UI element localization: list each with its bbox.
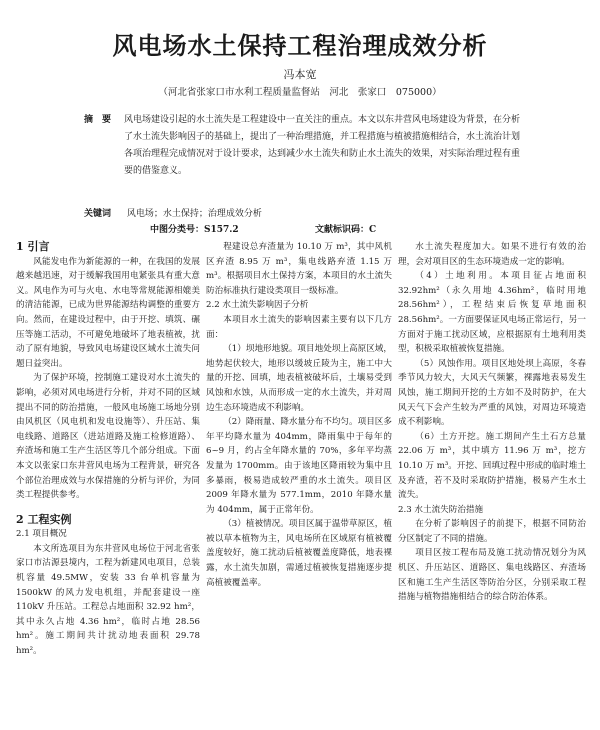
- paragraph: 水土流失程度加大。如果不进行有效的治理，会对项目区的生态环境造成一定的影响。: [398, 242, 586, 267]
- classification-line: [150, 222, 480, 235]
- keywords: [84, 206, 524, 219]
- abstract: [84, 112, 524, 180]
- abstract-text: 风电场建设引起的水土流失是工程建设中一直关注的重点。本文以东井营风电场建设为背景，在分析了水土流失影响因子的基础上，提出了一种治理措施，并工程措施与植被措施相结合，水土流治计划各项治理程完成情况对于设计要求，达到减少水土流失和防止水土流失的效果，对实际治理过程有重要的借鉴意义。: [124, 115, 521, 176]
- keywords-label: 关键词: [84, 209, 112, 219]
- paragraph: （4）土地利用。本项目征占地面积 32.92hm²（永久用地 4.36hm²，临时用地 28.56hm²），工程结束后恢复草地面积 28.56hm²。一方面要保证风电场正常运行，另一方面对于施工扰动区域，应根据原有土地利用类型，积极采取植被恢复措施。: [398, 271, 586, 355]
- column-right: [398, 240, 586, 605]
- paragraph: 项目区按工程布局及施工扰动情况划分为风机区、升压站区、道路区、集电线路区、弃渣场区和施工生产生活区等防治分区，分别采取工程措施与植物措施相结合的综合防治体系。: [398, 548, 586, 603]
- subsection-heading-overview: 2.1 项目概况: [16, 529, 67, 540]
- paragraph: 本项目水土流失的影响因素主要有以下几方面：: [206, 314, 392, 340]
- section-heading-case: 2 工程实例: [16, 512, 72, 526]
- subsection-heading-factors: 2.2 水土流失影响因子分析: [206, 300, 309, 311]
- section-heading-intro: 1 引言: [16, 240, 50, 253]
- paragraph: 本文所选项目为东井营风电场位于河北省张家口市沽源县境内，工程为新建风电项目，总装机容量 49.5MW，安装 33 台单机容量为 1500kW 的风力发电机组，并配套建设一座 110kV 升压站。工程总占地面积 32.92 hm²，其中永久占地 4.36 hm²，临时占地 28.56 hm²。施工期间共计扰动地表面积 29.78 hm²。: [16, 543, 200, 657]
- paragraph: 在分析了影响因子的前提下，根据不同防治分区制定了不同的措施。: [398, 519, 586, 544]
- paragraph: （6）土方开挖。施工期间产生土石方总量 22.06 万 m³，其中填方 11.96 万 m³，挖方 10.10 万 m³。开挖、回填过程中形成的临时堆土及弃渣，若不及时采取防护措施，极易产生水土流失。: [398, 431, 586, 501]
- clc-number: 中图分类号：S157.2: [150, 225, 239, 235]
- author-name: 冯本宽: [283, 68, 317, 81]
- paragraph: 程建设总弃渣量为 10.10 万 m³，其中风机区弃渣 8.95 万 m³，集电线路弃渣 1.15 万 m³。根据项目水土保持方案，本项目的水土流失防治标准执行建设类项目一级标准。: [206, 242, 392, 296]
- abstract-label: 摘 要: [84, 115, 112, 125]
- paragraph: 为了保护环境，控制施工建设对水土流失的影响，必须对风电场进行分析，并对不同的区域提出不同的防治措施，一般风电场施工场地分别由风机区（风电机和发电设施等）、升压站、集电线路、道路区（进站道路及施工检修道路）、弃渣场和施工生产生活区等几个部分组成。下面本文以张家口东井营风电场为工程背景，研究各个部位治理成效与水保措施的分析与评价，为同类工程提供参考。: [16, 373, 200, 501]
- document-code: 文献标识码：C: [314, 225, 377, 235]
- paragraph: 风能发电作为新能源的一种，在我国的发展越来越迅速，对于缓解我国用电紧张具有重大意义。风电作为可与火电、水电等常规能源相媲美的清洁能源，已成为世界能源结构调整的重要方向。然而，在建设过程中，由于开挖、填筑、碾压等施工活动，不可避免地破坏了地表植被，扰动了原有地貌，导致风电场建设区域水土流失问题日益突出。: [16, 256, 200, 369]
- keywords-text: 风电场；水土保持；治理成效分析: [126, 209, 262, 219]
- paragraph: （3）植被情况。项目区属于温带草原区，植被以草本植物为主，风电场所在区域原有植被覆盖度较好，施工扰动后植被覆盖度降低，地表裸露，水土流失加剧，需通过植被恢复措施逐步提高植被覆盖率。: [206, 519, 392, 588]
- subsection-heading-measures: 2.3 水土流失防治措施: [398, 504, 484, 515]
- paper-title: 风电场水土保持工程治理成效分析: [112, 31, 488, 60]
- paragraph: （2）降雨量、降水量分布不均匀。项目区多年平均降水量为 404mm，降雨集中于每年的 6~9 月，约占全年降水量的 70%，多年平均蒸发量为 1700mm。由于该地区降雨较为集中且多暴雨，极易造成较严重的水土流失。项目区 2009 年降水量为 577.1mm，2010 年降水量为 404mm，属于正常年份。: [206, 417, 392, 515]
- author-affiliation: （河北省张家口市水利工程质量监督站 河北 张家口 075000）: [158, 87, 442, 98]
- column-middle: [206, 240, 392, 590]
- column-left: [16, 240, 200, 659]
- paragraph: （1）坝地形地貌。项目地处坝上高原区域，地势起伏较大，地形以缓坡丘陵为主，施工中大量的开挖、回填，地表植被破坏后，土壤易受到风蚀和水蚀，从而形成一定的水土流失，并对周边生态环境造成不利影响。: [206, 344, 392, 413]
- paragraph: （5）风蚀作用。项目区地处坝上高原，冬春季节风力较大，大风天气频繁，裸露地表易发生风蚀，施工期间开挖的土方如不及时防护，在大风天气下会产生较为严重的风蚀，对周边环境造成不利影响。: [398, 358, 586, 428]
